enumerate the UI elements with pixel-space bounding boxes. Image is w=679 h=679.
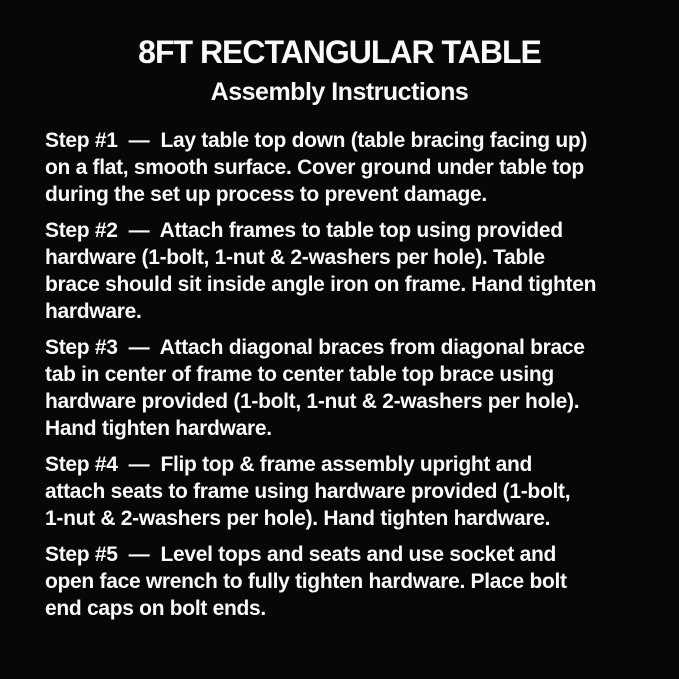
step-4-paragraph — [45, 451, 649, 532]
step-2-paragraph — [45, 217, 649, 325]
step-text-line: brace should sit inside angle iron on frame. Hand tighten — [45, 273, 597, 296]
step-text-line: hardware provided (1-bolt, 1-nut & 2-washers per hole). — [45, 390, 580, 413]
step-text-line: Step #1 — Lay table top down (table bracing facing up) — [45, 129, 588, 152]
step-text-line: end caps on bolt ends. — [45, 597, 266, 620]
step-text-line: Step #5 — Level tops and seats and use socket and — [45, 543, 557, 566]
step-5-paragraph — [45, 541, 649, 622]
page-title: 8FT RECTANGULAR TABLE — [138, 34, 541, 70]
step-text-line: Hand tighten hardware. — [45, 417, 272, 440]
step-3-paragraph — [45, 334, 649, 442]
step-text-line: Step #4 — Flip top & frame assembly upright and — [45, 453, 533, 476]
steps-list — [45, 127, 649, 622]
step-text-line: during the set up process to prevent damage. — [45, 183, 487, 206]
step-text-line: hardware. — [45, 300, 142, 323]
step-text-line: on a flat, smooth surface. Cover ground under table top — [45, 156, 584, 179]
step-1-paragraph — [45, 127, 649, 208]
step-text-line: Step #3 — Attach diagonal braces from diagonal brace — [45, 336, 585, 359]
step-text-line: tab in center of frame to center table top brace using — [45, 363, 554, 386]
header — [0, 0, 679, 107]
page-subtitle: Assembly Instructions — [210, 78, 469, 106]
step-text-line: open face wrench to fully tighten hardware. Place bolt — [45, 570, 567, 593]
step-text-line: hardware (1-bolt, 1-nut & 2-washers per hole). Table — [45, 246, 545, 269]
step-text-line: 1-nut & 2-washers per hole). Hand tighten hardware. — [45, 507, 551, 530]
step-text-line: attach seats to frame using hardware provided (1-bolt, — [45, 480, 571, 503]
step-text-line: Step #2 — Attach frames to table top using provided — [45, 219, 563, 242]
